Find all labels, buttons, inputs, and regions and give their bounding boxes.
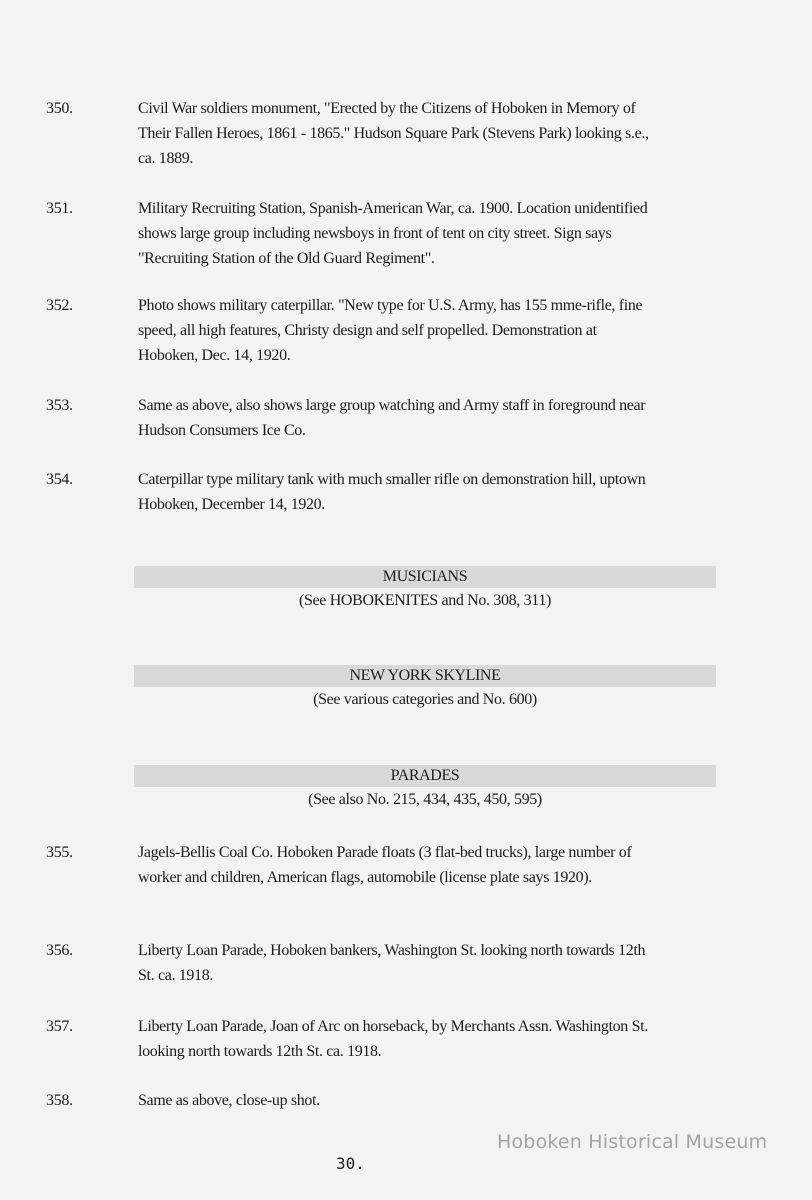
entry-description: Jagels-Bellis Coal Co. Hoboken Parade floats (3 flat-bed trucks), large number of worker and children, American flags, automobile (license plate says 1920).: [138, 844, 632, 886]
entry-number: 355.: [46, 844, 73, 861]
section-cross-reference: (See also No. 215, 434, 435, 450, 595): [308, 791, 542, 808]
museum-watermark: Hoboken Historical Museum: [497, 1131, 768, 1153]
entry-number: 352.: [46, 297, 73, 314]
entry-number: 353.: [46, 397, 73, 414]
section-cross-reference: (See HOBOKENITES and No. 308, 311): [299, 592, 551, 609]
section-title: MUSICIANS: [382, 568, 468, 585]
entry-description: Caterpillar type military tank with much smaller rifle on demonstration hill, uptown Hoboken, December 14, 1920.: [138, 471, 646, 513]
section-title: NEW YORK SKYLINE: [349, 667, 501, 684]
section-title: PARADES: [390, 767, 460, 784]
entry-number: 356.: [46, 942, 73, 959]
entry-number: 350.: [46, 100, 73, 117]
entry-description: Military Recruiting Station, Spanish-American War, ca. 1900. Location unidentified shows large group including newsboys in front of tent on city street. Sign says "Recruiting Station of the Old Guard Regiment".: [138, 200, 648, 267]
page-number: 30.: [336, 1154, 365, 1173]
entry-description: Liberty Loan Parade, Joan of Arc on horseback, by Merchants Assn. Washington St. looking north towards 12th St. ca. 1918.: [138, 1018, 648, 1060]
entry-description: Same as above, also shows large group watching and Army staff in foreground near Hudson Consumers Ice Co.: [138, 397, 646, 439]
entry-description: Same as above, close-up shot.: [138, 1092, 320, 1109]
entry-description: Photo shows military caterpillar. "New type for U.S. Army, has 155 mme-rifle, fine speed, all high features, Christy design and self propelled. Demonstration at Hoboken, Dec. 14, 1920.: [138, 297, 643, 364]
entry-description: Liberty Loan Parade, Hoboken bankers, Washington St. looking north towards 12th St. ca. 1918.: [138, 942, 646, 984]
entry-number: 358.: [46, 1092, 73, 1109]
entry-number: 351.: [46, 200, 73, 217]
section-cross-reference: (See various categories and No. 600): [313, 691, 537, 708]
entry-number: 354.: [46, 471, 73, 488]
entry-description: Civil War soldiers monument, "Erected by the Citizens of Hoboken in Memory of Their Fallen Heroes, 1861 - 1865." Hudson Square Park (Stevens Park) looking s.e., ca. 1889.: [138, 100, 649, 167]
entry-number: 357.: [46, 1018, 73, 1035]
